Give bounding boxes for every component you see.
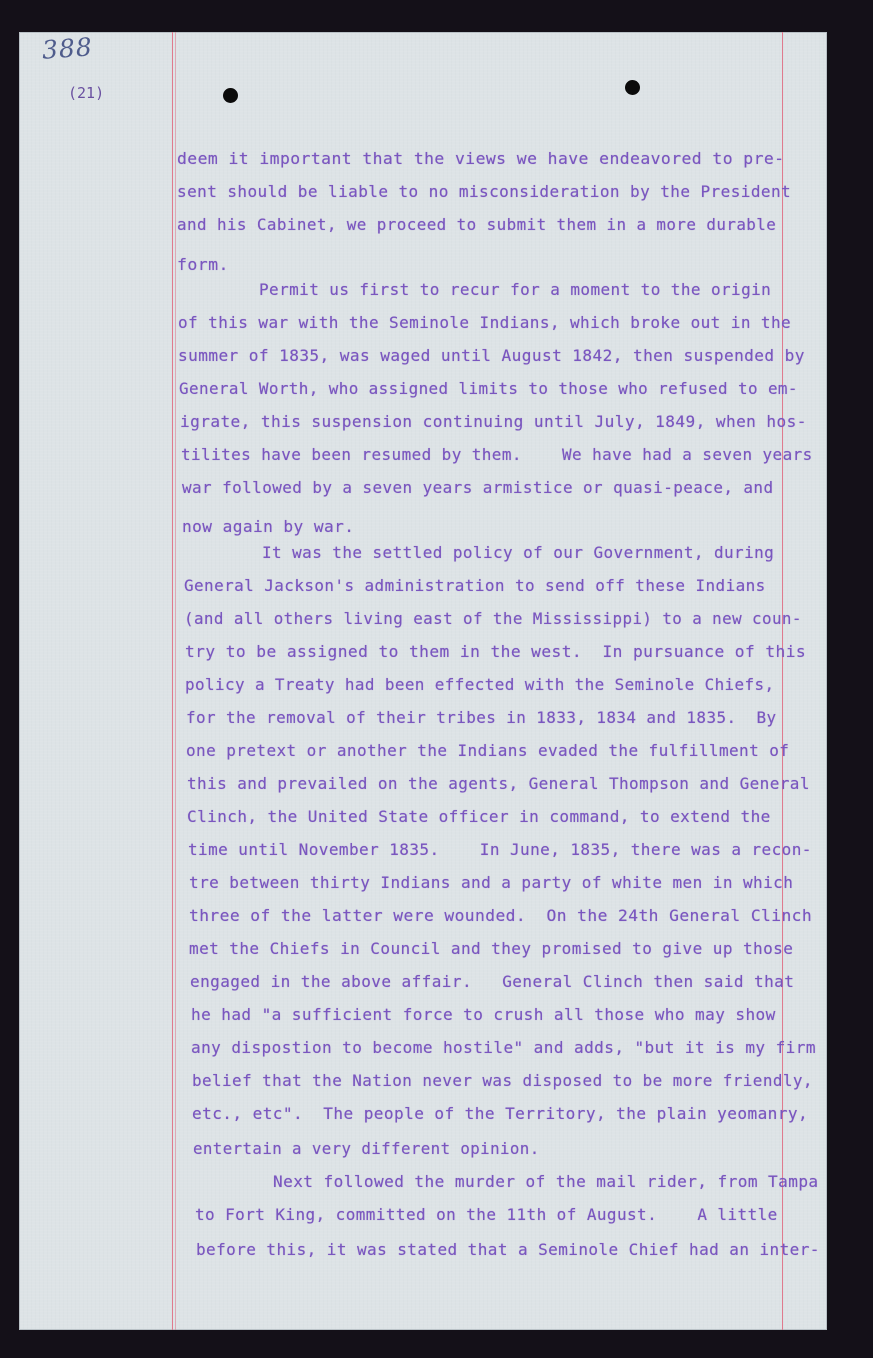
text-line: tre between thirty Indians and a party of white men in which [189, 874, 794, 892]
left-margin-rule [172, 32, 173, 1330]
text-line: deem it important that the views we have endeavored to pre- [177, 150, 785, 168]
text-line: igrate, this suspension continuing until July, 1849, when hos- [180, 413, 807, 431]
text-line: this and prevailed on the agents, General Thompson and General [187, 775, 810, 793]
text-line: time until November 1835. In June, 1835, there was a recon- [188, 841, 812, 859]
text-line: one pretext or another the Indians evaded the fulfillment of [186, 742, 790, 760]
text-line: General Jackson's administration to send off these Indians [184, 577, 766, 595]
text-line: for the removal of their tribes in 1833, 1834 and 1835. By [186, 709, 777, 727]
handwritten-folio-number: 388 [41, 32, 94, 65]
text-line: any dispostion to become hostile" and adds, "but it is my firm [191, 1039, 816, 1057]
text-line: war followed by a seven years armistice or quasi-peace, and [182, 479, 774, 497]
right-margin-rule [782, 32, 783, 1330]
text-line: etc., etc". The people of the Territory, the plain yeomanry, [192, 1105, 809, 1123]
text-line: summer of 1835, was waged until August 1842, then suspended by [178, 347, 805, 365]
text-line: sent should be liable to no misconsideration by the President [177, 183, 792, 201]
text-line: before this, it was stated that a Seminole Chief had an inter- [196, 1241, 820, 1259]
text-line: (and all others living east of the Mississippi) to a new coun- [184, 610, 802, 628]
text-line: policy a Treaty had been effected with the Seminole Chiefs, [185, 676, 775, 694]
text-line: General Worth, who assigned limits to those who refused to em- [179, 380, 798, 398]
page-number: (21) [68, 84, 105, 102]
text-line: of this war with the Seminole Indians, which broke out in the [178, 314, 792, 332]
text-line: met the Chiefs in Council and they promised to give up those [189, 940, 794, 958]
text-line: entertain a very different opinion. [193, 1140, 540, 1158]
text-line: belief that the Nation never was disposed to be more friendly, [192, 1072, 813, 1090]
text-line: form. [177, 256, 229, 274]
text-line: and his Cabinet, we proceed to submit them in a more durable [177, 216, 777, 234]
text-line: It was the settled policy of our Government, during [262, 544, 775, 562]
text-line: try to be assigned to them in the west. In pursuance of this [185, 643, 807, 661]
text-line: engaged in the above affair. General Clinch then said that [190, 973, 795, 991]
punch-hole-left [223, 88, 238, 103]
text-line: Next followed the murder of the mail rider, from Tampa [273, 1173, 819, 1191]
text-line: three of the latter were wounded. On the 24th General Clinch [189, 907, 813, 925]
text-line: now again by war. [182, 518, 355, 536]
text-line: to Fort King, committed on the 11th of August. A little [195, 1206, 778, 1224]
punch-hole-right [625, 80, 640, 95]
text-line: tilites have been resumed by them. We have had a seven years [181, 446, 813, 464]
text-line: Permit us first to recur for a moment to the origin [259, 281, 772, 299]
text-line: Clinch, the United State officer in command, to extend the [187, 808, 771, 826]
text-line: he had "a sufficient force to crush all those who may show [191, 1006, 776, 1024]
